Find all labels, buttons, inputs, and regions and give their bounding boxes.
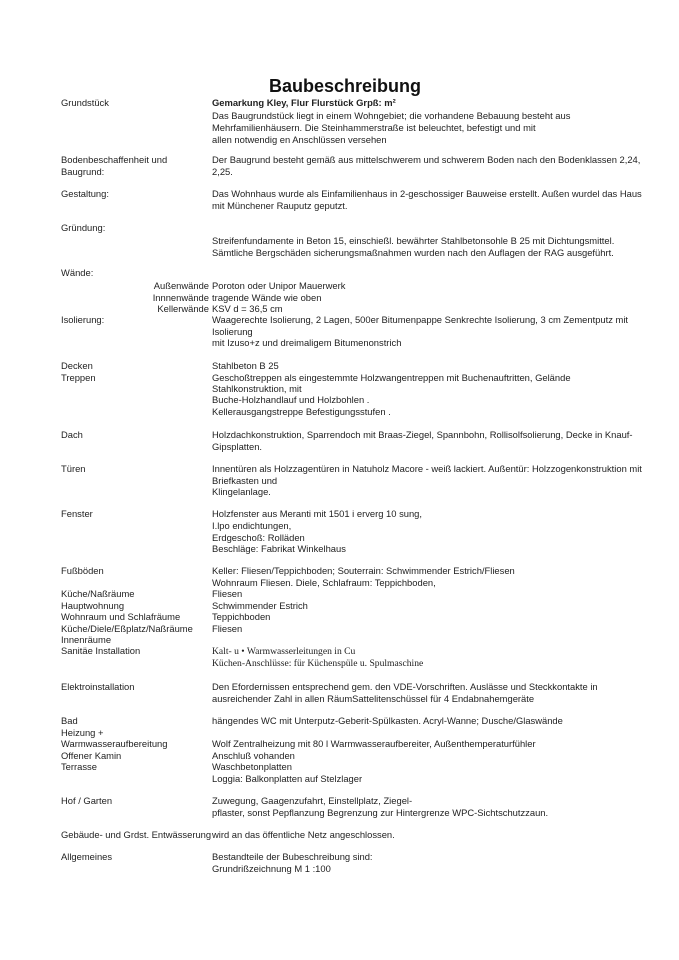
- section-text: Poroton oder Unipor Mauerwerk: [212, 280, 346, 291]
- section-text: Kellerausgangstreppe Befestigungsstufen .: [212, 406, 391, 417]
- section-label: Türen: [61, 463, 86, 474]
- section-text: ausreichender Zahl in allen RäumSattelitenschüssel für 4 Endabnahemgeräte: [212, 693, 535, 704]
- sub-label: Innenräume: [61, 634, 112, 645]
- section-text: Kalt- u • Warmwasserleitungen in Cu: [212, 646, 356, 657]
- sub-label: Wohnraum und Schlafräume: [61, 611, 181, 622]
- section-text: hängendes WC mit Unterputz-Geberit-Spülkasten. Acryl-Wanne; Dusche/Glaswände: [212, 715, 563, 726]
- section-text: Das Wohnhaus wurde als Einfamilienhaus in 2-geschossiger Bauweise erstellt. Außen wurdel das Haus: [212, 188, 642, 199]
- section-text: Den Efordernissen entsprechend gem. den VDE-Vorschriften. Auslässe und Steckkontakte in: [212, 681, 598, 692]
- sub-label: Hauptwohnung: [61, 600, 125, 611]
- section-text: 2,25.: [212, 166, 233, 177]
- section-text: KSV d = 36,5 cm: [212, 303, 283, 314]
- section-text: Stahlbeton B 25: [212, 360, 279, 371]
- section-label: Wände:: [61, 267, 94, 278]
- page-title: Baubeschreibung: [268, 76, 422, 96]
- section-label: Grundstück: [61, 97, 109, 108]
- section-text: Der Baugrund besteht gemäß aus mittelschwerem und schwerem Boden nach den Bodenklassen 2,24,: [212, 154, 641, 165]
- section-text: Fliesen: [212, 623, 243, 634]
- section-label: Dach: [61, 429, 83, 440]
- section-text: Beschläge: Fabrikat Winkelhaus: [212, 543, 346, 554]
- section-label: Warmwasseraufbereitung: [61, 738, 168, 749]
- section-text: I.lpo endichtungen,: [212, 520, 292, 531]
- section-text: Fliesen: [212, 588, 243, 599]
- section-text: Holzfenster aus Meranti mit 1501 i erverg 10 sung,: [212, 508, 422, 519]
- section-text: Briefkasten und: [212, 475, 278, 486]
- section-text: pflaster, sonst Pepflanzung Begrenzung zur Hintergrenze WPC-Sichtschutzzaun.: [212, 807, 549, 818]
- section-text: Gipsplatten.: [212, 441, 263, 452]
- sub-label: Küche/Diele/Eßplatz/Naßräume: [61, 623, 193, 634]
- section-label: Fußböden: [61, 565, 104, 576]
- section-label: Bodenbeschaffenheit und: [61, 154, 168, 165]
- section-label: Offener Kamin: [61, 750, 122, 761]
- section-text: wird an das öffentliche Netz angeschlossen.: [212, 829, 395, 840]
- section-label: Hof / Garten: [61, 795, 113, 806]
- section-text: Küchen-Anschlüsse: für Küchenspüle u. Spulmaschine: [212, 658, 424, 669]
- section-text: Das Baugrundstück liegt in einem Wohngebiet; die vorhandene Bebauung besteht aus: [212, 110, 571, 121]
- section-text: Waagerechte Isolierung, 2 Lagen, 500er Bitumenpappe Senkrechte Isolierung, 3 cm Zementputz mit: [212, 314, 629, 325]
- section-label: Gebäude- und Grdst. Entwässerung: [61, 829, 212, 840]
- section-text: allen notwendig en Anschlüssen versehen: [212, 134, 387, 145]
- section-text: Schwimmender Estrich: [212, 600, 308, 611]
- section-text: Sämtliche Bergschäden sicherungsmaßnahmen wurden nach den Auflagen der RAG ausgeführt.: [212, 247, 614, 258]
- section-text: Klingelanlage.: [212, 486, 271, 497]
- section-label: Heizung +: [61, 727, 104, 738]
- section-text: Isolierung: [212, 326, 253, 337]
- section-text: Loggia: Balkonplatten auf Stelzlager: [212, 773, 363, 784]
- section-label: Treppen: [61, 372, 96, 383]
- section-label: Baugrund:: [61, 166, 105, 177]
- section-text: Stahlkonstruktion, mit: [212, 383, 302, 394]
- section-text: Mehrfamilienhäusern. Die Steinhammerstraße ist beleuchtet, befestigt und mit: [212, 122, 536, 133]
- section-text: Anschluß vohanden: [212, 750, 295, 761]
- sub-label: Außenwände: [153, 280, 209, 291]
- section-label: Bad: [61, 715, 78, 726]
- section-text: Buche-Holzhandlauf und Holzbohlen .: [212, 394, 370, 405]
- section-text: Erdgeschoß: Rolläden: [212, 532, 305, 543]
- section-text: Streifenfundamente in Beton 15, einschießl. bewährter Stahlbetonsohle B 25 mit Dichtungsmittel.: [212, 235, 615, 246]
- section-text: Grundrißzeichnung M 1 :100: [212, 863, 331, 874]
- section-text: Keller: Fliesen/Teppichboden; Souterrain: Schwimmender Estrich/Fliesen: [212, 565, 515, 576]
- section-text: tragende Wände wie oben: [212, 292, 322, 303]
- section-label: Isolierung:: [61, 314, 105, 325]
- section-text: Geschoßtreppen als eingestemmte Holzwangentreppen mit Buchenauftritten, Gelände: [212, 372, 571, 383]
- section-text: Bestandteile der Bubeschreibung sind:: [212, 851, 373, 862]
- section-text: Innentüren als Holzzagentüren in Natuholz Macore - weiß lackiert. Außentür: Holzzogenkonstruktion mit: [212, 463, 642, 474]
- sub-label: Kellerwände: [157, 303, 209, 314]
- section-text: Teppichboden: [212, 611, 271, 622]
- section-label: Elektroinstallation: [61, 681, 135, 692]
- section-label: Sanitäe Installation: [61, 645, 141, 656]
- section-label: Decken: [61, 360, 93, 371]
- section-label: Fenster: [61, 508, 93, 519]
- section-text: Holzdachkonstruktion, Sparrendoch mit Braas-Ziegel, Spannbohn, Rollisolfsolierung, Decke in Knauf-: [212, 429, 633, 440]
- section-text: Waschbetonplatten: [212, 761, 292, 772]
- section-text: mit Münchener Rauputz geputzt.: [212, 200, 348, 211]
- section-text: Wolf Zentralheizung mit 80 l Warmwasseraufbereiter, Außenthemperaturfühler: [212, 738, 536, 749]
- section-label: Terrasse: [61, 761, 97, 772]
- sub-label: Küche/Naßräume: [61, 588, 135, 599]
- sub-label: Innnenwände: [152, 292, 209, 303]
- section-heading: Gemarkung Kley, Flur Flurstück Grpß: m²: [212, 97, 396, 108]
- section-label: Gestaltung:: [61, 188, 109, 199]
- section-text: Zuwegung, Gaagenzufahrt, Einstellplatz, Ziegel-: [212, 795, 413, 806]
- section-text: Wohnraum Fliesen. Diele, Schlafraum: Teppichboden,: [212, 577, 436, 588]
- section-label: Gründung:: [61, 222, 106, 233]
- section-label: Allgemeines: [61, 851, 113, 862]
- section-text: mit Izuso+z und dreimaligem Bitumenonstrich: [212, 337, 402, 348]
